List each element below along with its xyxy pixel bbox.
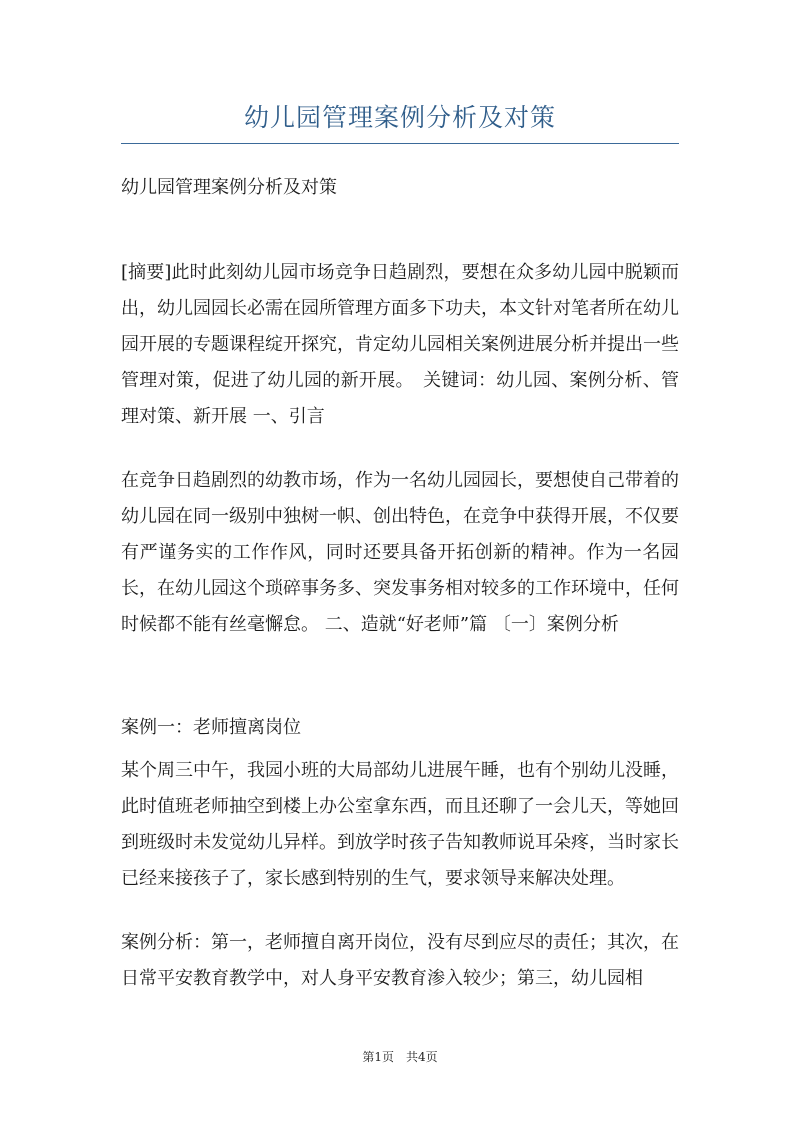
abstract-paragraph: [摘要]此时此刻幼儿园市场竞争日趋剧烈，要想在众多幼儿园中脱颖而出，幼儿园园长必需在园所管理方面多下功夫，本文针对笔者所在幼儿园开展的专题课程绽开探究，肯定幼儿园相关案例进展分析并提出一些管理对策，促进了幼儿园的新开展。 关键词：幼儿园、案例分析、管理对策、新开展 一、引言 — [121, 262, 679, 427]
page-number-footer: 第1页 共4页 — [362, 1050, 438, 1064]
page-title: 幼儿园管理案例分析及对策 — [243, 103, 556, 132]
analysis-paragraph: 案例分析：第一，老师擅自离开岗位，没有尽到应尽的责任；其次，在日常平安教育教学中，对人身平安教育渗入较少；第三，幼儿园相 — [121, 932, 679, 989]
document-subtitle: 幼儿园管理案例分析及对策 — [121, 177, 337, 198]
title-divider — [121, 143, 679, 144]
case-heading: 案例一：老师擅离岗位 — [121, 717, 301, 738]
case-paragraph: 某个周三中午，我园小班的大局部幼儿进展午睡，也有个别幼儿没睡，此时值班老师抽空到楼上办公室拿东西，而且还聊了一会儿天，等她回到班级时未发觉幼儿异样。到放学时孩子告知教师说耳朵疼，当时家长已经来接孩子了，家长感到特别的生气，要求领导来解决处理。 — [121, 760, 679, 889]
intro-paragraph: 在竞争日趋剧烈的幼教市场，作为一名幼儿园园长，要想使自己带着的幼儿园在同一级别中独树一帜、创出特色，在竞争中获得开展，不仅要有严谨务实的工作作风，同时还要具备开拓创新的精神。作为一名园长，在幼儿园这个琐碎事务多、突发事务相对较多的工作环境中，任何时候都不能有丝毫懈怠。 二、造就“好老师”篇 〔一〕案例分析 — [121, 470, 679, 635]
